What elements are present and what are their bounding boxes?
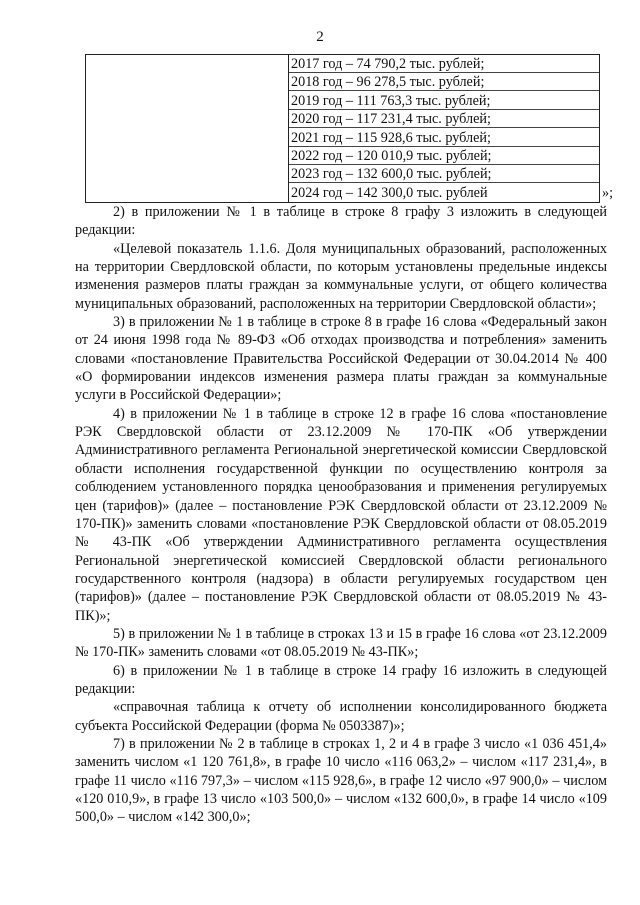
table-row: 2023 год – 132 600,0 тыс. рублей; <box>289 165 599 183</box>
paragraph-quote-indicator: «Целевой показатель 1.1.6. Доля муниципальных образований, расположенных на территории Свердловской области, по которым установлены предельные индексы изменения размеров платы граждан за коммунальные услуги, от общего количества муниципальных образований, расположенных на территории Свердловской области»; <box>75 240 607 312</box>
paragraph-item-4: 4) в приложении № 1 в таблице в строке 12 в графе 16 слова «постановление РЭК Свердловской области от 23.12.2009 № 170-ПК «Об утверждении Административного регламента Региональной энергетической комиссии Свердловской области исполнения государственной функции по осуществлению контроля за соблюдением установленного порядка ценообразования и применения регулируемых цен (тарифов)» (далее – постановление РЭК Свердловской области от 23.12.2009 № 170-ПК)» заменить словами «постановление РЭК Свердловской области от 08.05.2019 № 43-ПК «Об утверждении Административного регламента осуществления Региональной энергетической комиссией Свердловской области регионального государственного контроля (надзора) в области регулируемых государством цен (тарифов)» (далее – постановление РЭК Свердловской области от 08.05.2019 № 43-ПК)»; <box>75 405 607 624</box>
table-row: 2020 год – 117 231,4 тыс. рублей; <box>289 110 599 128</box>
data-table <box>85 54 600 203</box>
table-row: 2024 год – 142 300,0 тыс. рублей <box>291 184 488 201</box>
table-row: 2021 год – 115 928,6 тыс. рублей; <box>289 129 599 147</box>
paragraph-item-5: 5) в приложении № 1 в таблице в строках 13 и 15 в графе 16 слова «от 23.12.2009 № 170-ПК» заменить словами «от 08.05.2019 № 43-ПК»; <box>75 625 607 661</box>
table-closing-quote: »; <box>602 185 614 201</box>
table-row: 2019 год – 111 763,3 тыс. рублей; <box>289 92 599 110</box>
paragraph-item-3: 3) в приложении № 1 в таблице в строке 8 в графе 16 слова «Федеральный закон от 24 июня 1998 года № 89-ФЗ «Об отходах производства и потребления» заменить словами «постановление Правительства Российской Федерации от 30.04.2014 № 400 «О формировании индексов изменения размера платы граждан за коммунальные услуги в Российской Федерации»; <box>75 314 607 404</box>
page-number: 2 <box>316 29 324 45</box>
paragraph-item-7: 7) в приложении № 2 в таблице в строках 1, 2 и 4 в графе 3 число «1 036 451,4» заменить числом «1 120 761,8», в графе 10 число «116 063,2» – числом «117 231,4», в графе 11 число «116 797,3» – числом «115 928,6», в графе 12 число «97 900,0» – числом «120 010,9», в графе 13 число «103 500,0» – числом «132 600,0», в графе 14 число «109 500,0» – числом «142 300,0»; <box>75 735 607 826</box>
paragraph-item-2: 2) в приложении № 1 в таблице в строке 8 графу 3 изложить в следующей редакции: <box>75 204 607 239</box>
table-row: 2017 год – 74 790,2 тыс. рублей; <box>289 55 599 73</box>
paragraph-item-6: 6) в приложении № 1 в таблице в строке 14 графу 16 изложить в следующей редакции: <box>75 662 607 697</box>
document-body <box>75 203 607 827</box>
table-row: 2022 год – 120 010,9 тыс. рублей; <box>289 147 599 165</box>
table-row: 2018 год – 96 278,5 тыс. рублей; <box>289 73 599 91</box>
paragraph-quote-reference: «справочная таблица к отчету об исполнении консолидированного бюджета субъекта Российской Федерации (форма № 0503387)»; <box>75 699 607 734</box>
